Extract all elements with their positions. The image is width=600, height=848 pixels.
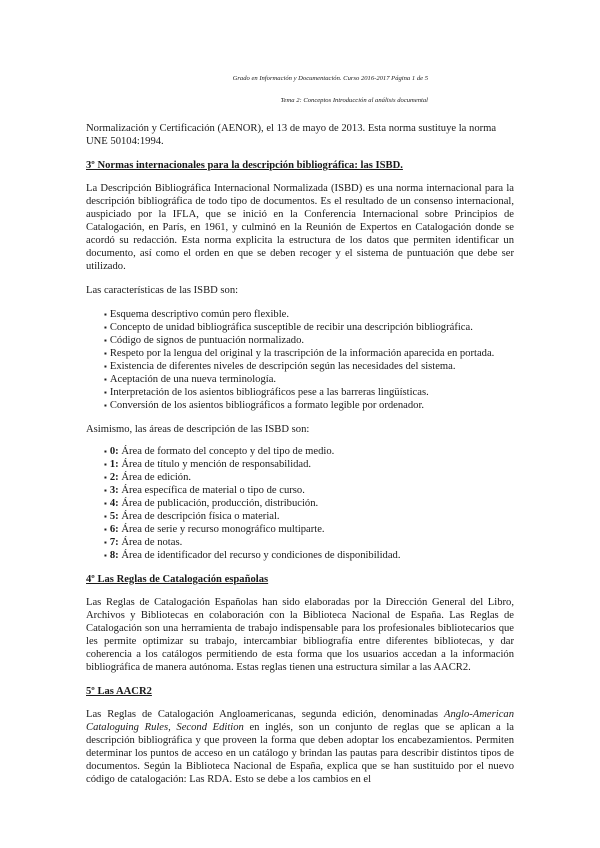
bullet-icon: ▪ — [104, 349, 107, 358]
list-item: ▪ Concepto de unidad bibliográfica susceptible de recibir una descripción bibliográfica. — [104, 322, 473, 333]
list-item: ▪ 5: Área de descripción física o material. — [104, 511, 280, 522]
bullet-icon: ▪ — [104, 375, 107, 384]
list-item: ▪ 6: Área de serie y recurso monográfico multiparte. — [104, 524, 325, 535]
list-item: ▪ 7: Área de notas. — [104, 537, 183, 548]
areas-intro: Asimismo, las áreas de descripción de las ISBD son: — [86, 424, 310, 435]
bullet-icon: ▪ — [104, 499, 107, 508]
list-item: ▪ 4: Área de publicación, producción, distribución. — [104, 498, 319, 509]
list-item: ▪ Conversión de los asientos bibliográficos a formato legible por ordenador. — [104, 400, 425, 411]
bullet-icon: ▪ — [104, 460, 107, 469]
bullet-icon: ▪ — [104, 551, 107, 560]
section-4-paragraph: Las Reglas de Catalogación Españolas han sido elaboradas por la Dirección General del Libro, Archivos y Bibliotecas en colaboración con la Biblioteca Nacional de España. Las Reglas de Catalogación son una herramienta de trabajo indispensable para los profesionales bibliotecarios que les permite optimizar su trabajo, intercambiar bibliografía entre diferentes bibliotecas, y dar coherencia a los catálogos permitiendo de esta forma que los usuarios accedan a la información bibliográfica de manera autónoma. Estas reglas tienen una estructura similar a las AACR2. — [86, 597, 514, 673]
list-item: ▪ Respeto por la lengua del original y la trascripción de la información aparecida en portada. — [104, 348, 495, 359]
list-item: ▪ 0: Área de formato del concepto y del tipo de medio. — [104, 446, 335, 457]
section-3-heading: 3º Normas internacionales para la descripción bibliográfica: las ISBD. — [86, 160, 403, 171]
section-5-paragraph: Las Reglas de Catalogación Angloamericanas, segunda edición, denominadas Anglo-American Cataloguing Rules, Second Edition en inglés, son un conjunto de reglas que se aplican a la descripción bibliográfica y que proveen la forma que deben adoptar los encabezamientos. Permiten determinar los puntos de acceso en un catálogo y brindan las pautas para describir distintos tipos de documentos. Según la Biblioteca Nacional de España, explica que se han sustituido por el nuevo código de catalogación: Las RDA. Esto se debe a los cambios en el — [86, 709, 515, 785]
list-item: ▪ 2: Área de edición. — [104, 472, 192, 483]
features-list — [86, 308, 514, 412]
list-item: ▪ 8: Área de identificador del recurso y condiciones de disponibilidad. — [104, 550, 401, 561]
document-body — [86, 122, 514, 797]
section-3-paragraph: La Descripción Bibliográfica Internacional Normalizada (ISBD) es una norma internacional para la descripción bibliográfica de todo tipo de documentos. Es el resultado de un consenso internacional, auspiciado por la IFLA, que se inició en la Conferencia Internacional sobre Principios de Catalogación, en París, en 1961, y culminó en la Reunión de Expertos en Catalogación donde se acordó su redacción. Esta norma explicita la estructura de los datos que permiten identificar un documento, así como el orden en que se deben recoger y el sistema de puntuación que debe ser utilizado. — [86, 183, 514, 272]
bullet-icon: ▪ — [104, 336, 107, 345]
intro-paragraph: Normalización y Certificación (AENOR), el 13 de mayo de 2013. Esta norma sustituye la norma UNE 50104:1994. — [86, 123, 497, 147]
running-header-topic: Tema 2: Conceptos Introducción al análisis documental — [280, 97, 428, 104]
features-intro: Las características de las ISBD son: — [86, 285, 239, 296]
bullet-icon: ▪ — [104, 323, 107, 332]
list-item: ▪ 1: Área de título y mención de responsabilidad. — [104, 459, 312, 470]
section-4-heading: 4º Las Reglas de Catalogación españolas — [86, 574, 269, 585]
bullet-icon: ▪ — [104, 362, 107, 371]
bullet-icon: ▪ — [104, 525, 107, 534]
bullet-icon: ▪ — [104, 388, 107, 397]
list-item: ▪ Esquema descriptivo común pero flexible. — [104, 309, 290, 320]
list-item: ▪ 3: Área específica de material o tipo de curso. — [104, 485, 305, 496]
bullet-icon: ▪ — [104, 401, 107, 410]
bullet-icon: ▪ — [104, 310, 107, 319]
list-item: ▪ Código de signos de puntuación normalizado. — [104, 335, 305, 346]
bullet-icon: ▪ — [104, 486, 107, 495]
bullet-icon: ▪ — [104, 473, 107, 482]
running-header-course: Grado en Información y Documentación. Curso 2016-2017 Página 1 de 5 — [232, 75, 428, 82]
section-5-heading: 5º Las AACR2 — [86, 686, 152, 697]
bullet-icon: ▪ — [104, 447, 107, 456]
bullet-icon: ▪ — [104, 538, 107, 547]
list-item: ▪ Existencia de diferentes niveles de descripción según las necesidades del sistema. — [104, 361, 456, 372]
areas-list — [86, 445, 514, 562]
bullet-icon: ▪ — [104, 512, 107, 521]
aacr2-title: Anglo-American Cataloguing Rules, Second Edition — [86, 709, 514, 733]
list-item: ▪ Aceptación de una nueva terminología. — [104, 374, 277, 385]
list-item: ▪ Interpretación de los asientos bibliográficos pese a las barreras lingüísticas. — [104, 387, 429, 398]
